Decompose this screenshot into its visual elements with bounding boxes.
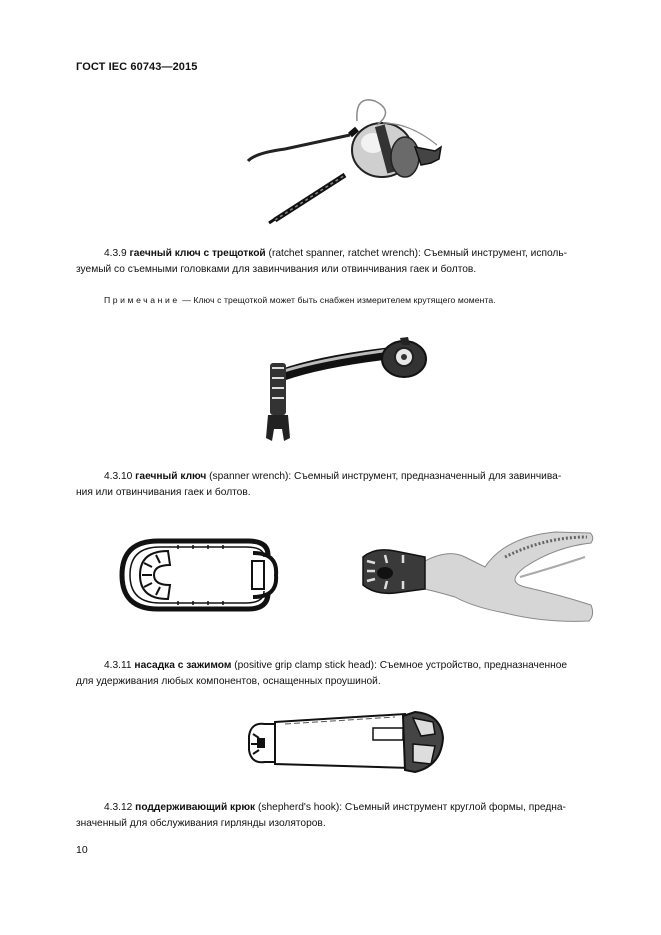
entry-definition: (positive grip clamp stick head): Съемное устройство, предназначенное — [234, 660, 568, 671]
entry-number: 4.3.9 — [104, 248, 127, 259]
entry-number: 4.3.12 — [104, 802, 133, 813]
entry-definition: (spanner wrench): Съемный инструмент, предназначенный для завинчива- — [209, 471, 562, 482]
entry-term: гаечный ключ — [135, 471, 207, 482]
entry-term: насадка с зажимом — [134, 660, 232, 671]
stick-head-figure — [245, 708, 445, 778]
entry-definition-cont: для удерживания любых компонентов, оснащенных проушиной. — [76, 676, 381, 687]
entry-definition-cont: ния или отвинчивания гаек и болтов. — [76, 487, 251, 498]
entry-term: гаечный ключ с трещоткой — [129, 248, 266, 259]
definition-4-3-9 — [76, 246, 614, 278]
page-number: 10 — [76, 844, 88, 856]
entry-term: поддерживающий крюк — [135, 802, 256, 813]
entry-definition: (shepherd's hook): Съемный инструмент круглой формы, предна- — [258, 802, 566, 813]
spanner-wrench-figure — [262, 333, 432, 445]
clamp-head-photo-figure — [355, 527, 600, 627]
note — [104, 295, 496, 305]
note-text: — Ключ с трещоткой может быть снабжен измерителем крутящего момента. — [182, 295, 496, 305]
entry-number: 4.3.10 — [104, 471, 133, 482]
definition-4-3-12 — [76, 800, 614, 832]
ratchet-wrench-figure — [245, 95, 455, 225]
clamp-head-outline-figure — [118, 535, 283, 615]
note-label: Примечание — [104, 295, 180, 305]
document-header: ГОСТ IEC 60743—2015 — [76, 61, 198, 73]
definition-4-3-11 — [76, 658, 614, 690]
definition-4-3-10 — [76, 469, 614, 501]
entry-number: 4.3.11 — [104, 660, 132, 671]
entry-definition: (ratchet spanner, ratchet wrench): Съемный инструмент, исполь- — [268, 248, 568, 259]
entry-definition-cont: зуемый со съемными головками для завинчивания или отвинчивания гаек и болтов. — [76, 264, 477, 275]
entry-definition-cont: значенный для обслуживания гирлянды изоляторов. — [76, 818, 326, 829]
